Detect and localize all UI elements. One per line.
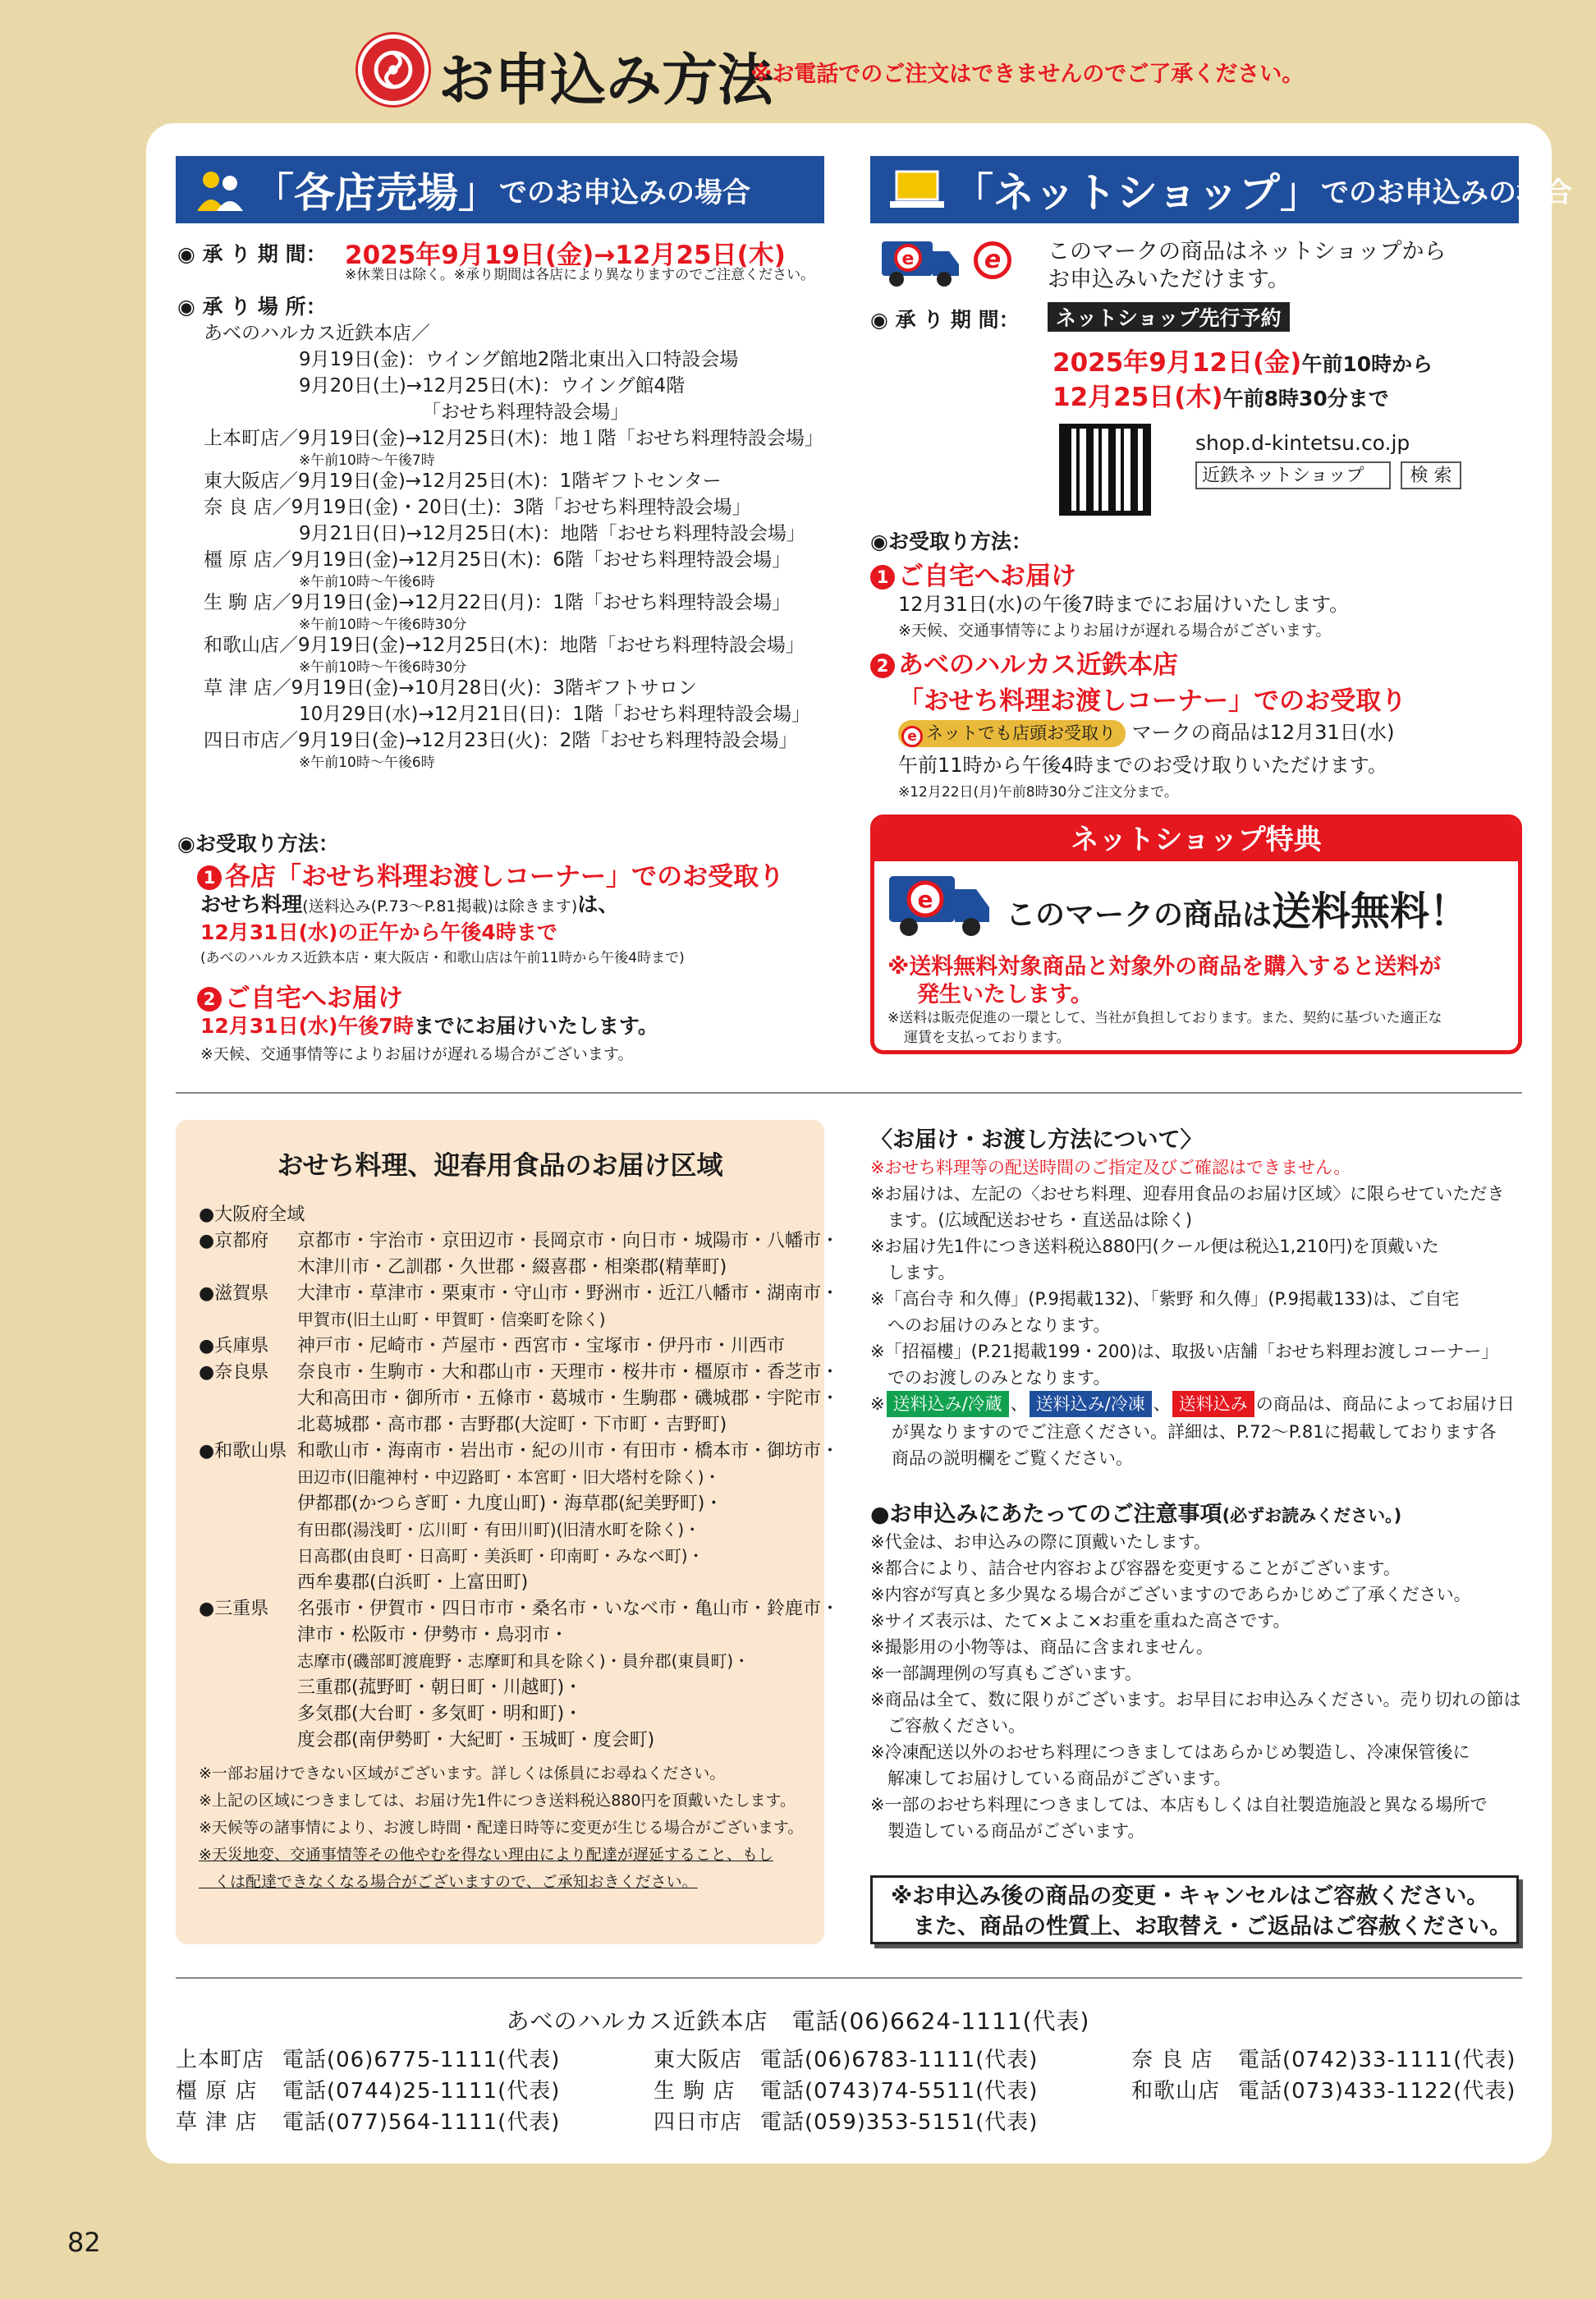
area-row [199, 1517, 700, 1543]
store-option-2-text: ご自宅へお届け [225, 984, 403, 1013]
cancel-line2: また、商品の性質上、お取替え・ご返品はご容赦ください。 [891, 1914, 1511, 1939]
delivery-area-box [176, 1120, 840, 1944]
caution-line: ※内容が写真と多少異なる場合がございますのであらかじめご了承ください。 [870, 1585, 1471, 1604]
truck-icon [878, 238, 962, 289]
benefit-main [1006, 879, 1469, 936]
area-row [199, 1596, 839, 1622]
net-period-tag: ネットショップ先行予約 [1048, 302, 1290, 332]
store-option-2-line1 [200, 1013, 658, 1039]
store-place-line: 生 駒 店／9月19日(金)→12月22日(月)：1階「おせち料理特設会場」 [204, 592, 791, 613]
area-prefecture: ●和歌山県 [199, 1441, 287, 1462]
store-place-line: あべのハルカス近鉄本店／ [204, 323, 430, 344]
net-option-1-title [870, 555, 1076, 592]
truck-icon [886, 873, 994, 938]
divider [176, 1092, 1522, 1094]
store-place-line: ※午前10時〜午後6時 [299, 755, 435, 771]
store-option-2-line2: ※天候、交通事情等によりお届けが遅れる場合がございます。 [200, 1045, 634, 1063]
store-pickup-tag-text: ネットでも店頭お受取り [926, 723, 1116, 743]
osechi-label: おせち料理 [200, 893, 303, 916]
area-row [199, 1412, 727, 1438]
area-row [199, 1439, 839, 1464]
area-note: ※一部お届けできない区域がございます。詳しくは係員にお尋ねください。 [199, 1764, 726, 1783]
net-period-start-time: 午前10時から [1301, 352, 1433, 376]
chip-cold: 送料込み/冷蔵 [887, 1391, 1009, 1417]
store-name: 奈 良 店 [1131, 2048, 1213, 2072]
area-prefecture: ●兵庫県 [199, 1336, 269, 1356]
area-cities: 北葛城郡・高市郡・吉野郡(大淀町・下市町・吉野町) [297, 1415, 727, 1435]
net-option-2-line1 [898, 719, 1394, 747]
shop-url[interactable]: shop.d-kintetsu.co.jp [1195, 431, 1410, 455]
area-cities: 三重郡(菰野町・朝日町・川越町)・ [297, 1677, 583, 1698]
number-badge: 1 [870, 565, 895, 590]
store-contact [654, 2105, 1038, 2136]
store-contact [654, 2074, 1038, 2104]
logo-icon [358, 34, 429, 105]
net-option-1-line1: 12月31日(水)の午後7時までにお届けいたします。 [898, 593, 1350, 616]
store-option-1-line1 [200, 892, 618, 920]
caution-line: ※一部調理例の写真もございます。 [870, 1663, 1142, 1683]
store-phone: 電話(0744)25-1111(代表) [282, 2079, 561, 2104]
delivery-chip-line2: が異なりますのでご注意ください。詳細は、P.72〜P.81に掲載しております各 [892, 1422, 1497, 1442]
delivery-chip-line1 [870, 1391, 1515, 1417]
benefit-small-2: 運賃を支払っております。 [904, 1030, 1071, 1046]
store-phone: 電話(06)6775-1111(代表) [282, 2048, 561, 2072]
store-receive-label: ◉お受取り方法： [177, 832, 339, 856]
caution-title [870, 1496, 1401, 1528]
caution-line: ※撮影用の小物等は、商品に含まれません。 [870, 1637, 1213, 1657]
area-cities: 伊都郡(かつらぎ町・九度山町)・海草郡(紀美野町)・ [297, 1494, 723, 1514]
delivery-line: します。 [870, 1263, 956, 1283]
caution-line: ※冷凍配送以外のおせち料理につきましてはあらかじめ製造し、冷凍保管後に [870, 1742, 1470, 1762]
store-name: 橿 原 店 [176, 2079, 258, 2104]
delivery-line: ※お届け先1件につき送料税込880円(クール便は税込1,210円)を頂戴いた [870, 1237, 1439, 1256]
store-option-1-title [197, 856, 784, 893]
store-place-line: 「おせち料理特設会場」 [422, 402, 630, 423]
area-cities: 神戸市・尼崎市・芦屋市・西宮市・宝塚市・伊丹市・川西市 [297, 1336, 786, 1356]
store-name: 四日市店 [654, 2110, 743, 2135]
area-prefecture: ●京都府 [199, 1231, 269, 1251]
area-row [199, 1360, 839, 1385]
caution-line: ※一部のおせち料理につきましては、本店もしくは自社製造施設と異なる場所で [870, 1795, 1488, 1815]
store-option-2-time: 12月31日(水)午後7時 [200, 1014, 414, 1038]
chip-text: の商品は、商品によってお届け日 [1255, 1394, 1515, 1414]
store-name: 上本町店 [176, 2048, 265, 2072]
area-cities: 津市・松阪市・伊勢市・鳥羽市・ [297, 1625, 569, 1645]
area-title: おせち料理、迎春用食品のお届け区域 [277, 1150, 723, 1181]
area-cities: 京都市・宇治市・京田辺市・長岡京市・向日市・城陽市・八幡市・ [297, 1231, 840, 1251]
caution-line: ※都合により、詰合せ内容および容器を変更することがございます。 [870, 1558, 1401, 1578]
delivery-title: 〈お届け・お渡し方法について〉 [870, 1127, 1203, 1153]
net-benefit-box [870, 815, 1522, 1054]
area-cities: 木津川市・乙訓郡・久世郡・綴喜郡・相楽郡(精華町) [297, 1257, 727, 1278]
delivery-chip-line3: 商品の説明欄をご覧ください。 [892, 1448, 1133, 1468]
store-pickup-tag [898, 720, 1126, 747]
store-section-bar [176, 156, 824, 223]
chip-sep: 、 [1153, 1394, 1171, 1414]
store-phone: 電話(0743)74-5511(代表) [760, 2079, 1039, 2104]
benefit-title: ネットショップ特典 [874, 819, 1518, 861]
area-row [199, 1228, 839, 1254]
area-note: くは配達できなくなる場合がございますので、ご承知おきください。 [199, 1873, 698, 1891]
store-contact [176, 2105, 560, 2136]
store-name: 草 津 店 [176, 2110, 258, 2135]
area-cities: 大和高田市・御所市・五條市・葛城市・生駒郡・磯城郡・宇陀市・ [297, 1388, 840, 1409]
area-row [199, 1622, 568, 1648]
benefit-main-b: 送料無料！ [1272, 888, 1470, 934]
net-section-bar [870, 156, 1572, 223]
net-option-1-line2: ※天候、交通事情等によりお届けが遅れる場合がございます。 [898, 622, 1332, 640]
store-bar-title: 「各店売場」 [253, 169, 499, 217]
area-cities: 田辺市(旧龍神村・中辺路町・本宮町・旧大塔村を除く)・ [297, 1467, 721, 1487]
area-row [199, 1386, 839, 1411]
area-cities: 名張市・伊賀市・四日市市・桑名市・いなべ市・亀山市・鈴鹿市・ [297, 1599, 840, 1619]
caution-line: ※商品は全て、数に限りがございます。お早目にお申込みください。売り切れの節は [870, 1690, 1521, 1709]
store-place-line: 草 津 店／9月19日(金)→10月28日(火)：3階ギフトサロン [204, 677, 697, 699]
number-badge: 2 [870, 654, 895, 678]
area-row [199, 1544, 704, 1569]
qr-code[interactable] [1059, 424, 1151, 516]
caution-line: 製造している商品がございます。 [870, 1821, 1145, 1841]
store-phone: 電話(06)6783-1111(代表) [760, 2048, 1039, 2072]
store-place-line: ※午前10時〜午後7時 [299, 452, 435, 469]
net-option-2-text1: あべのハルカス近鉄本店 [898, 650, 1178, 680]
area-cities: 度会郡(南伊勢町・大紀町・玉城町・度会町) [297, 1730, 655, 1751]
caution-line: 解凍してお届けしている商品がございます。 [870, 1769, 1231, 1788]
store-period-note: ※休業日は除く。※承り期間は各店により異なりますのでご注意ください。 [345, 267, 815, 283]
area-prefecture: ●奈良県 [199, 1362, 269, 1383]
store-place-label: ◉ 承 り 場 所： [177, 295, 327, 319]
store-contact [176, 2074, 560, 2104]
benefit-red-2: 発生いたします。 [917, 982, 1093, 1007]
caution-line: ご容赦ください。 [870, 1716, 1025, 1736]
area-row [199, 1728, 654, 1753]
area-prefecture: ●大阪府全域 [199, 1205, 305, 1225]
store-name: 和歌山店 [1131, 2079, 1221, 2104]
area-note: ※上記の区域につきましては、お届け先1件につき送料税込880円を頂戴いたします。 [199, 1792, 796, 1810]
store-phone: 電話(059)353-5151(代表) [760, 2110, 1039, 2135]
area-row [199, 1307, 606, 1333]
area-cities: 奈良市・生駒市・大和郡山市・天理市・桜井市・橿原市・香芝市・ [297, 1362, 840, 1383]
store-option-1-text: 各店「おせち料理お渡しコーナー」でのお受取り [225, 862, 785, 892]
store-contact [654, 2043, 1038, 2073]
net-mark-line2: お申込みいただけます。 [1048, 267, 1290, 292]
chip-sep: 、 [1010, 1394, 1028, 1414]
laptop-icon [888, 167, 946, 213]
store-phone: 電話(077)564-1111(代表) [282, 2110, 561, 2135]
divider [176, 1977, 1522, 1979]
area-row [199, 1649, 750, 1674]
store-option-1-line3: (あべのハルカス近鉄本店・東大阪店・和歌山店は午前11時から午後4時まで) [200, 950, 685, 966]
store-place-line: 四日市店／9月19日(金)→12月23日(火)：2階「おせち料理特設会場」 [204, 730, 798, 751]
area-row [199, 1255, 727, 1280]
delivery-line: ※「高台寺 和久傳」(P.9掲載132)、「紫野 和久傳」(P.9掲載133)は、ご自宅 [870, 1289, 1460, 1309]
net-period-end-time: 午前8時30分まで [1222, 387, 1389, 411]
cancel-line1: ※お申込み後の商品の変更・キャンセルはご容赦ください。 [891, 1884, 1489, 1909]
store-option-2-deliver: までにお届けいたします。 [413, 1014, 658, 1038]
store-bar-subtitle: でのお申込みの場合 [499, 176, 750, 209]
benefit-main-a: このマークの商品は [1006, 898, 1273, 932]
caution-title-text: ●お申込みにあたってのご注意事項 [870, 1502, 1222, 1527]
caution-line: ※代金は、お申込みの際に頂戴いたします。 [870, 1532, 1211, 1552]
area-cities: 多気郡(大台町・多気町・明和町)・ [297, 1704, 583, 1724]
e-mark-text: e [901, 249, 915, 269]
area-row [199, 1202, 305, 1228]
store-place-line: ※午前10時〜午後6時 [299, 574, 435, 590]
store-contact [1131, 2043, 1516, 2073]
delivery-line: へのお届けのみとなります。 [870, 1315, 1111, 1335]
store-contact [1131, 2074, 1516, 2104]
osechi-ha: は、 [577, 893, 619, 916]
area-prefecture: ●三重県 [199, 1599, 269, 1619]
e-mark-text: e [917, 886, 933, 913]
search-input[interactable]: 近鉄ネットショップ [1195, 461, 1391, 489]
net-mark-line1: このマークの商品はネットショップから [1048, 239, 1447, 264]
net-bar-title: 「ネットショップ」 [952, 169, 1321, 217]
benefit-small-1: ※送料は販売促進の一環として、当社が負担しております。また、契約に基づいた適正な [887, 1010, 1442, 1026]
caution-line: ※サイズ表示は、たて×よこ×お重を重ねた高さです。 [870, 1611, 1291, 1631]
store-name: 東大阪店 [654, 2048, 743, 2072]
delivery-red: ※おせち料理等の配送時間のご指定及びご確認はできません。 [870, 1158, 1351, 1177]
net-period-line2 [1053, 376, 1389, 413]
area-prefecture: ●滋賀県 [199, 1283, 269, 1304]
area-note: ※天候等の諸事情により、お渡し時間・配達日時等に変更が生じる場合がございます。 [199, 1819, 804, 1837]
delivery-line: ※「招福樓」(P.21掲載199・200)は、取扱い店舗「おせち料理お渡しコーナー」 [870, 1342, 1499, 1361]
net-receive-label: ◉お受取り方法： [870, 530, 1032, 553]
area-row [199, 1281, 839, 1306]
store-place-line: 東大阪店／9月19日(金)→12月25日(木)：1階ギフトセンター [204, 470, 722, 492]
delivery-line: ※お届けは、左記の〈おせち料理、迎春用食品のお届け区域〉に限らせていただき [870, 1184, 1505, 1204]
page-number: 82 [67, 2227, 101, 2258]
area-cities: 志摩市(磯部町渡鹿野・志摩町和具を除く)・員弁郡(東員町)・ [297, 1651, 750, 1671]
area-row [199, 1333, 785, 1359]
area-row [199, 1570, 528, 1595]
area-cities: 日高郡(由良町・日高町・美浜町・印南町・みなべ町)・ [297, 1546, 704, 1566]
store-period-label: ◉ 承 り 期 間： [177, 242, 327, 266]
delivery-line: ます。(広域配送おせち・直送品は除く) [870, 1210, 1193, 1230]
area-cities: 有田郡(湯浅町・広川町・有田川町)(旧清水町を除く)・ [297, 1520, 701, 1540]
area-cities: 甲賀市(旧土山町・甲賀町・信楽町を除く) [297, 1310, 606, 1329]
header-note: ※お電話でのご注文はできませんのでご了承ください。 [750, 62, 1305, 87]
net-period-label: ◉ 承 り 期 間： [870, 308, 1020, 332]
page-title: お申込み方法 [438, 48, 774, 113]
chip-included: 送料込み [1172, 1391, 1254, 1417]
store-place-line: 10月29日(水)→12月21日(日)：1階「おせち料理特設会場」 [299, 704, 811, 725]
area-cities: 西牟婁郡(白浜町・上富田町) [297, 1572, 529, 1593]
chip-prefix: ※ [870, 1394, 885, 1414]
net-option-2-line2: 午前11時から午後4時までのお受け取りいただけます。 [898, 754, 1387, 777]
chip-frozen: 送料込み/冷凍 [1030, 1391, 1152, 1417]
e-mark-icon: e [974, 241, 1011, 279]
net-option-2-mark-text: マークの商品は12月31日(水) [1131, 721, 1395, 744]
area-cities: 和歌山市・海南市・岩出市・紀の川市・有田市・橋本市・御坊市・ [297, 1441, 840, 1462]
area-row [199, 1465, 721, 1490]
store-phone: 電話(073)433-1122(代表) [1238, 2079, 1516, 2104]
store-place-line: ※午前10時〜午後6時30分 [299, 617, 467, 633]
net-period-end: 12月25日(木) [1053, 383, 1223, 412]
area-row [199, 1701, 582, 1727]
store-place-line: 和歌山店／9月19日(金)→12月25日(木)：地階「おせち料理特設会場」 [204, 635, 805, 656]
store-place-line: 9月21日(日)→12月25日(木)：地階「おせち料理特設会場」 [299, 523, 805, 544]
store-place-line: 上本町店／9月19日(金)→12月25日(木)：地１階「おせち料理特設会場」 [204, 428, 823, 449]
net-option-2-title2: 「おせち料理お渡しコーナー」でのお受取り [898, 686, 1407, 716]
area-note: ※天災地変、交通事情等その他やむを得ない理由により配達が遅延すること、もし [199, 1846, 773, 1864]
main-store-contact: あべのハルカス近鉄本店 電話(06)6624-1111(代表) [506, 2008, 1090, 2035]
person-icon [194, 167, 245, 213]
store-place-line: 9月20日(土)→12月25日(木)：ウイング館4階 [299, 375, 686, 397]
delivery-line: でのお渡しのみとなります。 [870, 1368, 1111, 1388]
store-option-1-line2: 12月31日(水)の正午から午後4時まで [200, 920, 557, 944]
osechi-excl: (送料込み(P.73〜P.81掲載)は除きます) [302, 897, 578, 915]
store-option-2-title [197, 977, 403, 1014]
area-row [199, 1675, 582, 1700]
net-period-start: 2025年9月12日(金) [1053, 348, 1302, 378]
store-place-line: 奈 良 店／9月19日(金)・20日(土)：3階「おせち料理特設会場」 [204, 497, 751, 518]
number-badge: 1 [197, 865, 222, 890]
e-mark-icon: e [901, 726, 923, 747]
store-place-line: ※午前10時〜午後6時30分 [299, 659, 467, 676]
caution-title-sub: (必ずお読みください。) [1222, 1506, 1402, 1526]
store-contact [176, 2043, 560, 2073]
benefit-red-1: ※送料無料対象商品と対象外の商品を購入すると送料が [887, 954, 1442, 980]
store-place-line: 橿 原 店／9月19日(金)→12月25日(木)：6階「おせち料理特設会場」 [204, 549, 791, 571]
net-period-line1 [1053, 342, 1433, 379]
store-name: 生 駒 店 [654, 2079, 736, 2104]
number-badge: 2 [197, 987, 222, 1012]
net-option-2-line3: ※12月22日(月)午前8時30分ご注文分まで。 [898, 784, 1178, 801]
area-row [199, 1491, 722, 1517]
cancel-notice [870, 1875, 1519, 1944]
store-phone: 電話(0742)33-1111(代表) [1238, 2048, 1516, 2072]
area-cities: 大津市・草津市・栗東市・守山市・野洲市・近江八幡市・湖南市・ [297, 1283, 840, 1304]
net-bar-subtitle: でのお申込みの場合 [1321, 176, 1572, 209]
net-option-2-title [870, 644, 1178, 681]
net-option-1-text: ご自宅へお届け [898, 562, 1076, 591]
store-period-value: 2025年9月19日(金)→12月25日(木) [345, 241, 786, 270]
store-place-line: 9月19日(金)：ウイング館地2階北東出入口特設会場 [299, 349, 739, 370]
search-button[interactable]: 検 索 [1401, 461, 1461, 489]
